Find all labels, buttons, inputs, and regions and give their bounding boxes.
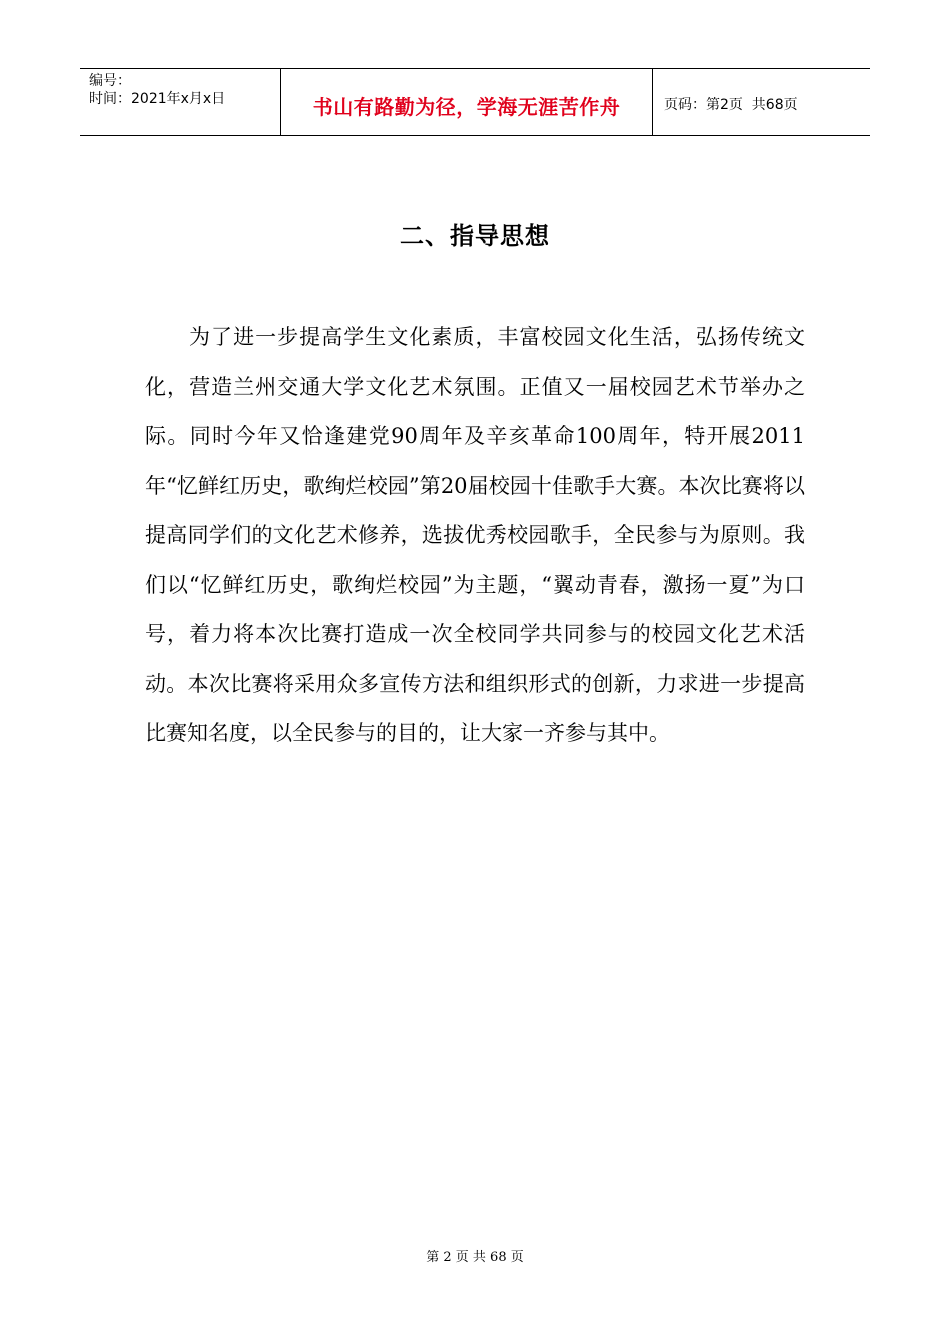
section-title: 二、指导思想 bbox=[400, 222, 550, 250]
header-page-info: 页码：第2页 共68页 bbox=[664, 97, 798, 113]
page-footer: 第 2 页 共 68 页 bbox=[426, 1250, 524, 1265]
header-motto: 书山有路勤为径，学海无涯苦作舟 bbox=[312, 94, 621, 119]
header-motto-cell bbox=[281, 69, 653, 135]
body-paragraph: 为了进一步提高学生文化素质，丰富校园文化生活，弘扬传统文化，营造兰州交通大学文化艺术氛围。正值又一届校园艺术节举办之际。同时今年又恰逢建党90周年及辛亥革命100周年，特开展2011年“忆鲜红历史，歌绚烂校园”第20届校园十佳歌手大赛。本次比赛将以提高同学们的文化艺术修养，选拔优秀校园歌手，全民参与为原则。我们以“忆鲜红历史，歌绚烂校园”为主题，“翼动青春，激扬一夏”为口号，着力将本次比赛打造成一次全校同学共同参与的校园文化艺术活动。本次比赛将采用众多宣传方法和组织形式的创新，力求进一步提高比赛知名度，以全民参与的目的，让大家一齐参与其中。 bbox=[145, 325, 805, 745]
document-header bbox=[80, 68, 870, 136]
header-page-cell bbox=[653, 69, 870, 135]
document-date: 时间：2021年x月x日 bbox=[89, 91, 226, 107]
header-meta-cell bbox=[80, 69, 281, 135]
document-number-label: 编号： bbox=[89, 73, 131, 89]
